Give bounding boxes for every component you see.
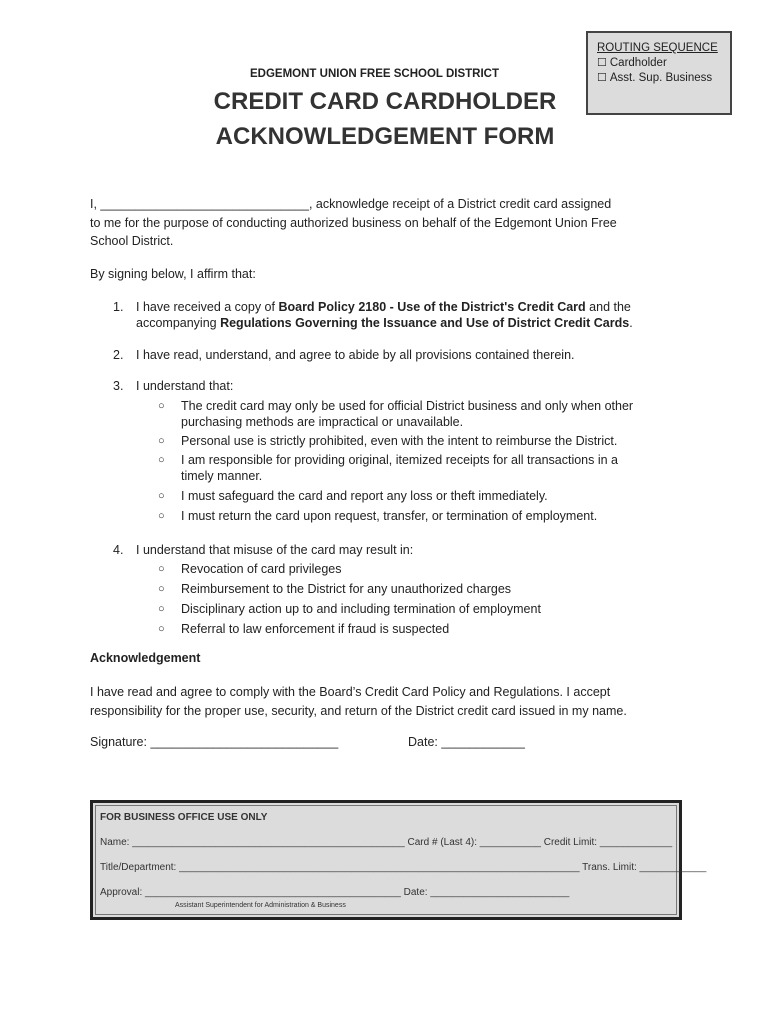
bullet-item: ○ I must return the card upon request, transfer, or termination of employment.	[158, 509, 598, 523]
routing-item-cardholder[interactable]: ☐ Cardholder	[597, 57, 667, 69]
bullet-circle-icon: ○	[158, 510, 165, 522]
form-title-line2: ACKNOWLEDGEMENT FORM	[215, 123, 555, 150]
office-heading: FOR BUSINESS OFFICE USE ONLY	[100, 812, 268, 823]
affirm-line: By signing below, I affirm that:	[90, 267, 256, 281]
business-office-box	[90, 800, 707, 920]
form-title-line1: CREDIT CARD CARDHOLDER	[213, 88, 557, 115]
intro-line: I, ______________________________, acknowledge receipt of a District credit card assigned	[90, 197, 612, 211]
bullet-item: ○ The credit card may only be used for official District business and only when other purchasing methods are impractical or unavailable.	[158, 399, 634, 429]
intro-paragraph	[90, 195, 685, 251]
signature-field[interactable]: Signature: ___________________________	[90, 735, 339, 749]
routing-item-asst-sup[interactable]: ☐ Asst. Sup. Business	[597, 72, 713, 84]
acknowledgement-paragraph: I have read and agree to comply with the Board’s Credit Card Policy and Regulations. I accept responsibility for the proper use, security, and return of the District credit card issued in my name.	[90, 685, 627, 718]
bullet-item: ○ Personal use is strictly prohibited, even with the intent to reimburse the District.	[158, 434, 618, 448]
bullet-circle-icon: ○	[158, 623, 165, 635]
routing-title: ROUTING SEQUENCE	[597, 42, 718, 54]
approval-caption: Assistant Superintendent for Administration & Business	[175, 902, 346, 909]
list-item-4: 4. I understand that misuse of the card may result in:	[113, 543, 414, 557]
policy-reference: Board Policy 2180 - Use of the District's Credit Card	[278, 300, 586, 314]
bullet-item: ○ I am responsible for providing original, itemized receipts for all transactions in a timely manner.	[158, 453, 619, 483]
bullet-item: ○ I must safeguard the card and report any loss or theft immediately.	[158, 489, 548, 503]
checkbox-icon[interactable]: ☐	[597, 72, 607, 84]
regulations-reference: Regulations Governing the Issuance and Use of District Credit Cards	[220, 316, 630, 330]
bullet-circle-icon: ○	[158, 603, 165, 615]
checkbox-icon[interactable]: ☐	[597, 57, 607, 69]
acknowledgement-heading: Acknowledgement	[90, 651, 201, 665]
bullet-circle-icon: ○	[158, 400, 165, 412]
office-approval-row[interactable]: Approval: ______________________________________________ Date: _________________________	[100, 887, 570, 898]
bullet-item: ○ Revocation of card privileges	[158, 562, 342, 576]
bullet-circle-icon: ○	[158, 435, 165, 447]
bullet-item: ○ Referral to law enforcement if fraud is suspected	[158, 622, 450, 636]
office-title-row[interactable]: Title/Department: ________________________________________________________________________ Trans. Limit: ____________	[100, 862, 707, 873]
district-name: EDGEMONT UNION FREE SCHOOL DISTRICT	[250, 68, 499, 80]
list-number: 1.	[113, 300, 124, 314]
list-item-1: 1. I have received a copy of Board Policy 2180 - Use of the District's Credit Card and the accompanying Regulations Governing the Issuance and Use of District Credit Cards.	[113, 300, 633, 330]
intro-line: to me for the purpose of conducting authorized business on behalf of the Edgemont Union Free	[90, 215, 617, 230]
bullet-item: ○ Disciplinary action up to and including termination of employment	[158, 602, 541, 616]
bullet-circle-icon: ○	[158, 454, 165, 466]
list-item-3: 3. I understand that:	[113, 379, 234, 393]
date-field[interactable]: Date: ____________	[408, 735, 525, 749]
office-name-row[interactable]: Name: _________________________________________________ Card # (Last 4): ___________ Credit Limit: _____________	[100, 837, 673, 848]
list-item-2: 2. I have read, understand, and agree to abide by all provisions contained therein.	[113, 348, 575, 362]
bullet-circle-icon: ○	[158, 490, 165, 502]
bullet-circle-icon: ○	[158, 563, 165, 575]
intro-line: School District.	[90, 234, 174, 248]
bullet-circle-icon: ○	[158, 583, 165, 595]
bullet-item: ○ Reimbursement to the District for any unauthorized charges	[158, 582, 512, 596]
